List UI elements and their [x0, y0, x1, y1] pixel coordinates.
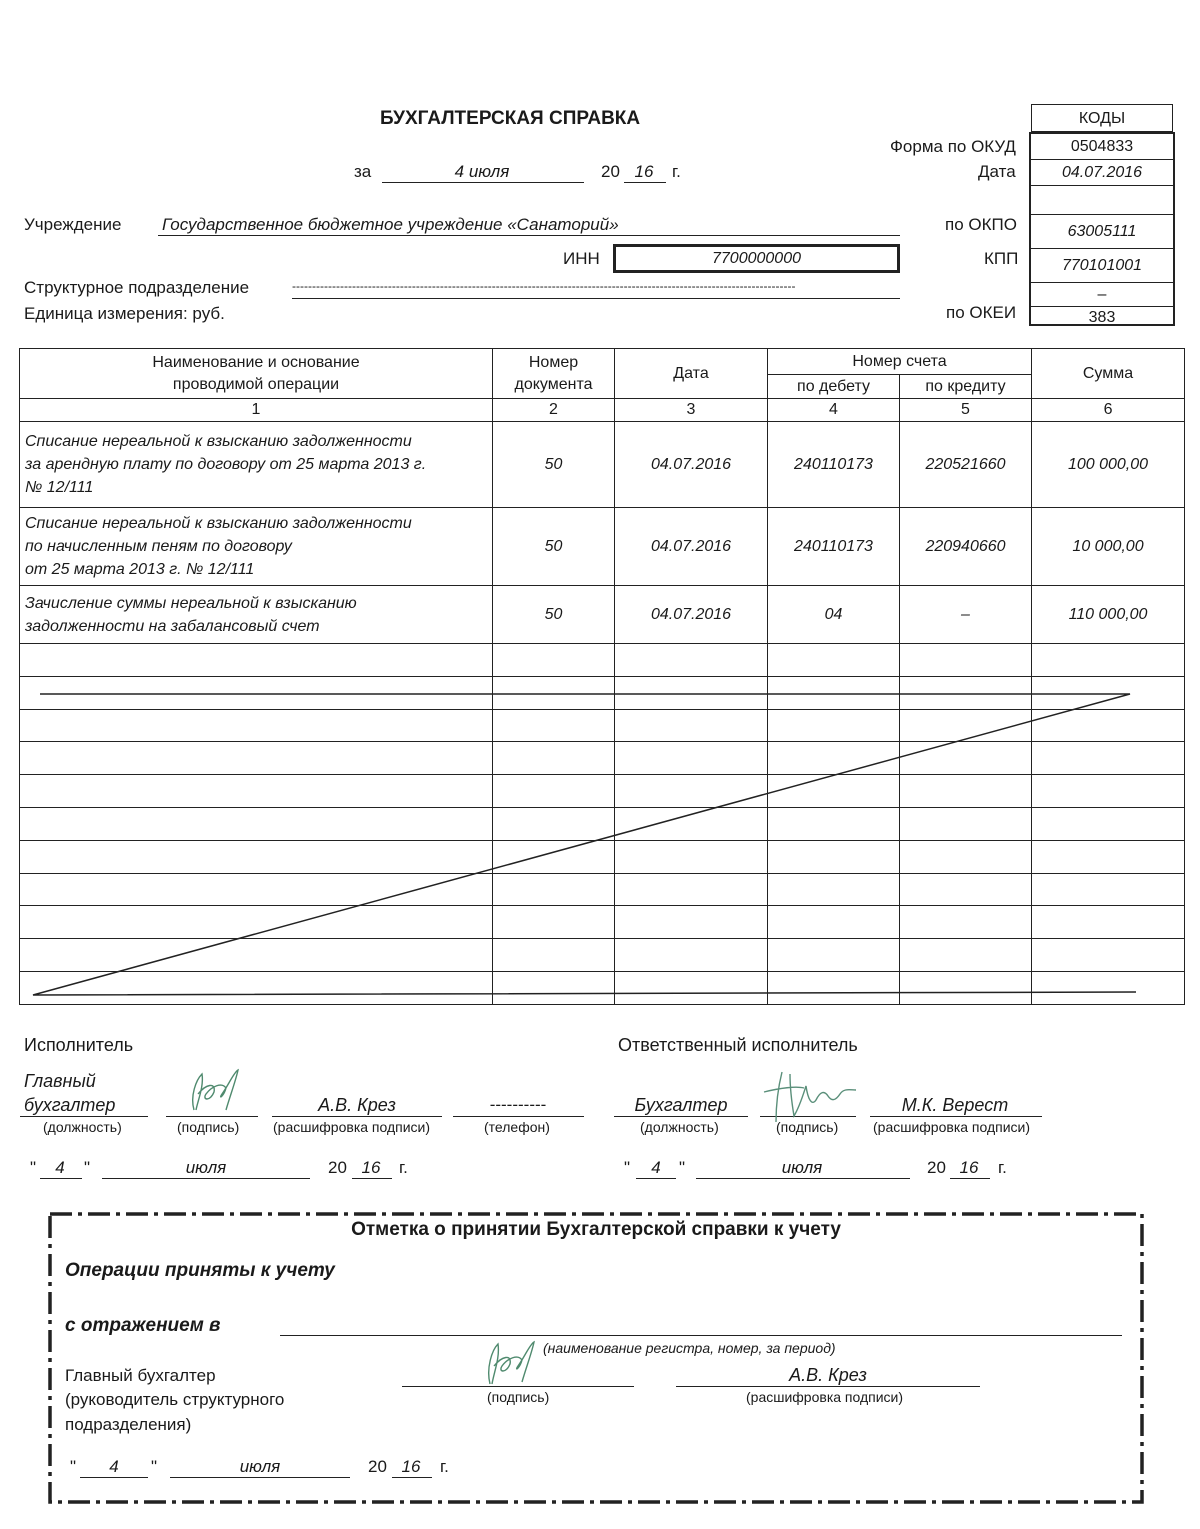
responsible-year-suffix: 16 [959, 1158, 979, 1177]
col-number: 4 [768, 399, 900, 422]
executor-day: 4 [55, 1158, 65, 1177]
executor-date-quote-open: " [30, 1158, 37, 1177]
acceptance-signature-icon [480, 1336, 550, 1390]
acceptance-date-quote-open: " [70, 1457, 77, 1476]
executor-name: А.В. Крез [318, 1095, 396, 1115]
col-number: 2 [493, 399, 615, 422]
okpo-label: по ОКПО [945, 215, 1017, 234]
acceptance-register-underline [280, 1335, 1122, 1336]
period-year-mark: г. [672, 162, 681, 181]
acceptance-cap-signature: (подпись) [487, 1389, 550, 1405]
acceptance-reflected: с отражением в [65, 1315, 221, 1336]
col-debit-header: по дебету [768, 375, 900, 399]
col-sum-header: Сумма [1032, 349, 1185, 399]
desc-line: по начисленным пеням по договору [25, 538, 292, 555]
acceptance-year-prefix: 20 [368, 1457, 387, 1476]
unit-label: Единица измерения: руб. [24, 304, 225, 323]
row-sum: 100 000,00 [1032, 422, 1185, 508]
col-doc-header: Номер документа [493, 349, 615, 399]
acceptance-accepted: Операции приняты к учету [65, 1260, 335, 1281]
desc-line: за арендную плату по договору от 25 марта 2013 г. [25, 456, 427, 473]
struct-label: Структурное подразделение [24, 278, 250, 297]
desc-line: задолженности на забалансовый счет [25, 617, 320, 635]
responsible-name: М.К. Верест [901, 1095, 1009, 1115]
acceptance-year-mark: г. [440, 1457, 449, 1476]
executor-cap-position: (должность) [43, 1119, 122, 1135]
period-year-prefix: 20 [601, 162, 620, 181]
desc-line: от 25 марта 2013 г. № 12/111 [25, 561, 255, 578]
inn-value: 7700000000 [613, 244, 900, 273]
row-credit: 220521660 [900, 422, 1032, 508]
okei-label: по ОКЕИ [946, 303, 1017, 322]
kpp-label: КПП [984, 249, 1019, 268]
responsible-cap-decode: (расшифровка подписи) [873, 1119, 1031, 1135]
codes-header: КОДЫ [1031, 104, 1173, 132]
acceptance-day-underline [80, 1477, 148, 1478]
date-code-value: 04.07.2016 [1031, 160, 1173, 186]
responsible-label: Ответственный исполнитель [618, 1035, 858, 1055]
responsible-cap-signature: (подпись) [776, 1119, 839, 1135]
okud-value: 0504833 [1031, 134, 1173, 160]
desc-line: № 12/111 [25, 479, 94, 496]
responsible-day: 4 [651, 1158, 661, 1177]
acceptance-month-underline [170, 1477, 350, 1478]
acceptance-chief-line3: подразделения) [65, 1415, 192, 1434]
row-debit: 04 [768, 586, 900, 644]
col-number: 6 [1032, 399, 1185, 422]
desc-line: Списание нереальной к взысканию задолженности [25, 433, 412, 450]
row-doc: 50 [493, 586, 615, 644]
responsible-position: Бухгалтер [634, 1095, 728, 1115]
executor-label: Исполнитель [24, 1035, 134, 1055]
acceptance-day: 4 [109, 1457, 119, 1476]
acceptance-name-underline [676, 1386, 980, 1387]
col-account-header: Номер счета [768, 349, 1032, 375]
okud-label: Форма по ОКУД [890, 137, 1016, 156]
row-debit: 240110173 [768, 422, 900, 508]
col-number: 5 [900, 399, 1032, 422]
acceptance-year-suffix: 16 [401, 1457, 421, 1476]
col-number: 3 [615, 399, 768, 422]
acceptance-month: июля [239, 1457, 281, 1476]
executor-position-line1: Главный [24, 1071, 96, 1091]
responsible-date-quote-open: " [624, 1158, 631, 1177]
document-title: БУХГАЛТЕРСКАЯ СПРАВКА [380, 108, 641, 129]
row-date: 04.07.2016 [615, 422, 768, 508]
col-credit-header: по кредиту [900, 375, 1032, 399]
responsible-date-quote-close: " [679, 1158, 686, 1177]
responsible-year-mark: г. [998, 1158, 1007, 1177]
acceptance-title: Отметка о принятии Бухгалтерской справки к учету [351, 1219, 841, 1240]
period-prefix: за [354, 162, 372, 181]
acceptance-chief-line2: (руководитель структурного [65, 1390, 285, 1409]
executor-phone: ---------- [489, 1095, 547, 1114]
acceptance-chief-line1: Главный бухгалтер [65, 1366, 216, 1385]
acceptance-name: А.В. Крез [789, 1365, 867, 1385]
row-sum: 110 000,00 [1032, 586, 1185, 644]
executor-year-mark: г. [399, 1158, 408, 1177]
executor-date-quote-close: " [84, 1158, 91, 1177]
row-doc: 50 [493, 508, 615, 586]
org-label: Учреждение [24, 215, 122, 234]
kpp-value: 770101001 [1031, 249, 1173, 283]
struct-value: ------------------------------------------------------------------------------------------------------------------------------ [292, 280, 796, 292]
acceptance-cap-decode: (расшифровка подписи) [746, 1389, 904, 1405]
row-credit: 220940660 [900, 508, 1032, 586]
col-name-header: Наименование и основание проводимой операции [20, 349, 493, 399]
col-date-header: Дата [615, 349, 768, 399]
row-sum: 10 000,00 [1032, 508, 1185, 586]
responsible-cap-position: (должность) [640, 1119, 719, 1135]
period-year-suffix: 16 [634, 162, 654, 181]
okei-value: 383 [1088, 309, 1116, 326]
inn-label: ИНН [563, 249, 600, 268]
executor-position-line2: бухгалтер [24, 1095, 116, 1115]
responsible-year-prefix: 20 [927, 1158, 946, 1177]
row-debit: 240110173 [768, 508, 900, 586]
col-number: 1 [20, 399, 493, 422]
executor-cap-phone: (телефон) [484, 1119, 550, 1135]
row-doc: 50 [493, 422, 615, 508]
desc-line: Списание нереальной к взысканию задолженности [25, 515, 412, 532]
row-date: 04.07.2016 [615, 586, 768, 644]
executor-cap-decode: (расшифровка подписи) [273, 1119, 431, 1135]
org-name: Государственное бюджетное учреждение «Санаторий» [162, 215, 619, 234]
executor-year-prefix: 20 [328, 1158, 347, 1177]
struct-code-value: – [1031, 283, 1173, 307]
desc-line: Зачисление суммы нереальной к взысканию [25, 594, 357, 612]
acceptance-register-caption: (наименование регистра, номер, за период) [543, 1340, 836, 1356]
executor-month: июля [185, 1158, 227, 1177]
executor-cap-signature: (подпись) [177, 1119, 240, 1135]
acceptance-year-underline [392, 1477, 432, 1478]
row-credit: – [900, 586, 1032, 644]
date-code-label: Дата [978, 162, 1016, 181]
executor-year-suffix: 16 [361, 1158, 381, 1177]
period-date: 4 июля [454, 162, 510, 181]
acceptance-date-quote-close: " [151, 1457, 158, 1476]
row-date: 04.07.2016 [615, 508, 768, 586]
responsible-month: июля [781, 1158, 823, 1177]
okpo-value: 63005111 [1031, 215, 1173, 249]
